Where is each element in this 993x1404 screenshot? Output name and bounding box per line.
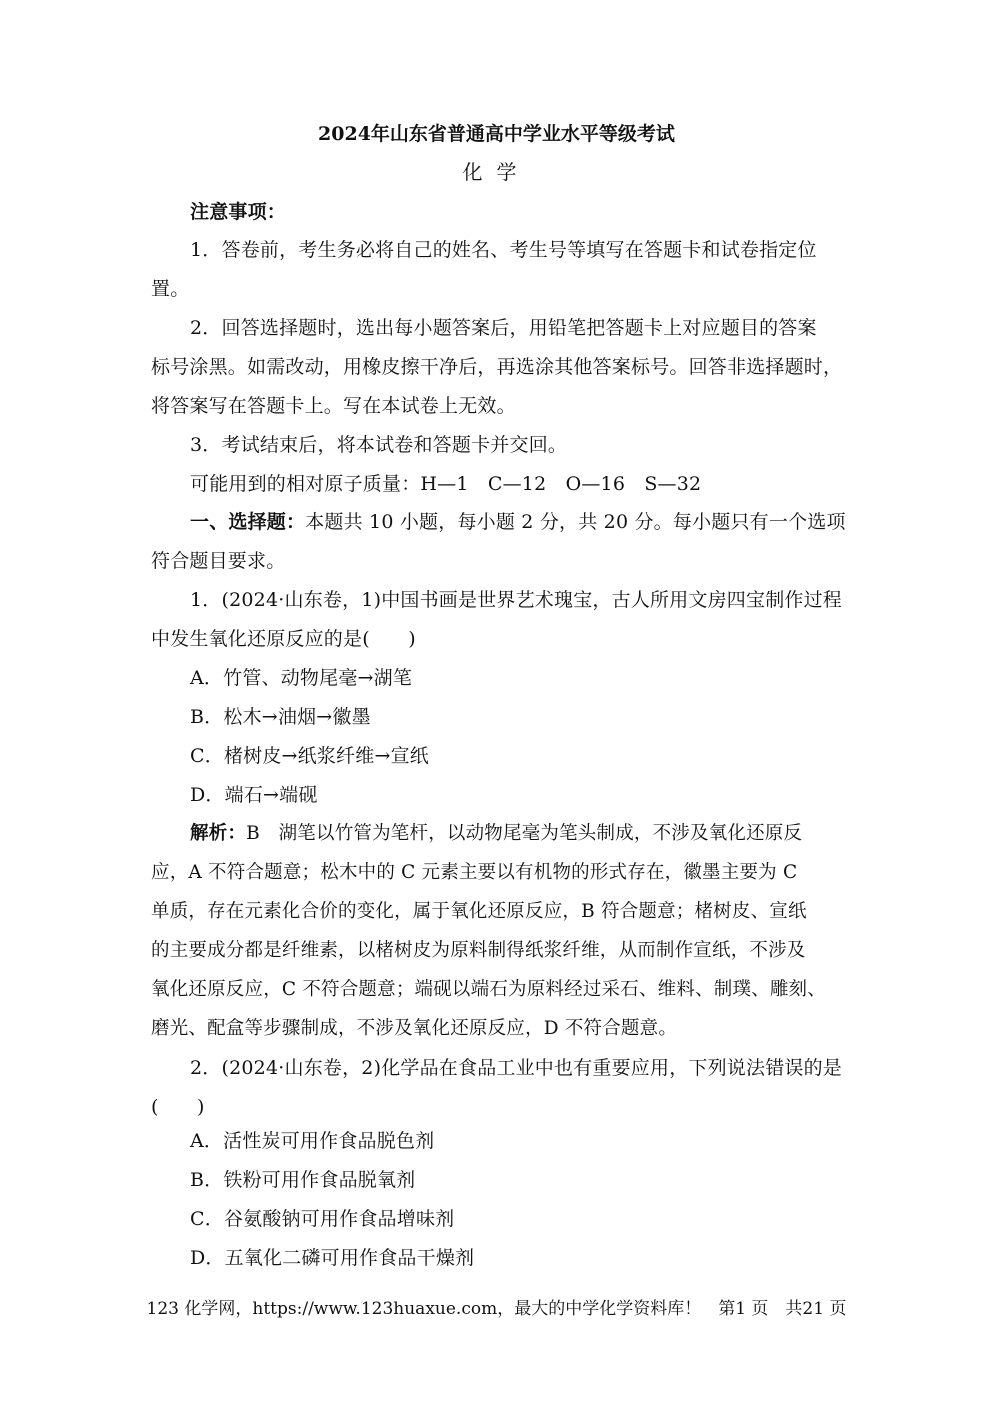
section-1-desc-line-2: 符合题目要求。 xyxy=(151,550,286,572)
q1-analysis-line-3: 单质，存在元素化合价的变化，属于氧化还原反应，B 符合题意；楮树皮、宣纸 xyxy=(151,901,807,922)
q2-option-b: B．铁粉可用作食品脱氧剂 xyxy=(190,1169,416,1191)
q1-option-a: A．竹管、动物尾毫→湖笔 xyxy=(190,667,413,689)
q1-option-d: D．端石→端砚 xyxy=(190,784,318,806)
notice-item-2-line-2: 标号涂黑。如需改动，用橡皮擦干净后，再选涂其他答案标号。回答非选择题时， xyxy=(151,356,843,378)
q1-analysis-line-4: 的主要成分都是纤维素，以楮树皮为原料制得纸浆纤维，从而制作宣纸，不涉及 xyxy=(151,940,806,961)
section-1-desc-line-1: 本题共 10 小题，每小题 2 分，共 20 分。每小题只有一个选项 xyxy=(305,511,846,533)
page-footer: 123 化学网，https://www.123huaxue.com，最大的中学化学资料库！ 第1 页 共21 页 xyxy=(146,1299,847,1319)
q1-stem-line-2: 中发生氧化还原反应的是( ) xyxy=(151,628,416,650)
q1-analysis-text-1: B 湖笔以竹管为笔杆，以动物尾毫为笔头制成，不涉及氧化还原反 xyxy=(246,823,803,844)
notice-heading: 注意事项： xyxy=(190,201,287,223)
q2-option-a: A．活性炭可用作食品脱色剂 xyxy=(190,1130,435,1152)
q1-analysis-line-1 xyxy=(190,822,841,846)
exam-title: 2024年山东省普通高中学业水平等级考试 xyxy=(318,123,675,145)
q1-analysis-line-6: 磨光、配盒等步骤制成，不涉及氧化还原反应，D 不符合题意。 xyxy=(151,1018,678,1039)
q2-stem-line-2: ( ) xyxy=(151,1096,205,1118)
analysis-label: 解析： xyxy=(190,823,247,844)
notice-item-1-line-1: 1．答卷前，考生务必将自己的姓名、考生号等填写在答题卡和试卷指定位 xyxy=(190,239,817,261)
q2-option-d: D．五氧化二磷可用作食品干燥剂 xyxy=(190,1247,475,1269)
section-1-description xyxy=(190,510,846,534)
q1-stem-line-1: 1．(2024·山东卷，1)中国书画是世界艺术瑰宝，古人所用文房四宝制作过程 xyxy=(190,589,842,611)
q1-option-c: C．楮树皮→纸浆纤维→宣纸 xyxy=(190,745,429,767)
notice-item-1-line-2: 置。 xyxy=(151,278,190,300)
subject-title: 化学 xyxy=(462,160,531,184)
section-1-heading: 一、选择题： xyxy=(190,511,306,533)
atomic-masses: 可能用到的相对原子质量：H—1 C—12 O—16 S—32 xyxy=(190,473,702,495)
notice-item-2-line-3: 将答案写在答题卡上。写在本试卷上无效。 xyxy=(151,395,516,417)
q1-analysis-line-2: 应，A 不符合题意；松木中的 C 元素主要以有机物的形式存在，徽墨主要为 C xyxy=(151,862,798,883)
q2-stem-line-1: 2．(2024·山东卷，2)化学品在食品工业中也有重要应用，下列说法错误的是 xyxy=(190,1057,842,1079)
q1-analysis-line-5: 氧化还原反应，C 不符合题意；端砚以端石为原料经过采石、维料、制璞、雕刻、 xyxy=(151,979,826,1000)
notice-item-2-line-1: 2．回答选择题时，选出每小题答案后，用铅笔把答题卡上对应题目的答案 xyxy=(190,317,817,339)
q2-option-c: C．谷氨酸钠可用作食品增味剂 xyxy=(190,1208,455,1230)
notice-item-3: 3．考试结束后，将本试卷和答题卡并交回。 xyxy=(190,434,568,456)
q1-option-b: B．松木→油烟→徽墨 xyxy=(190,706,371,728)
